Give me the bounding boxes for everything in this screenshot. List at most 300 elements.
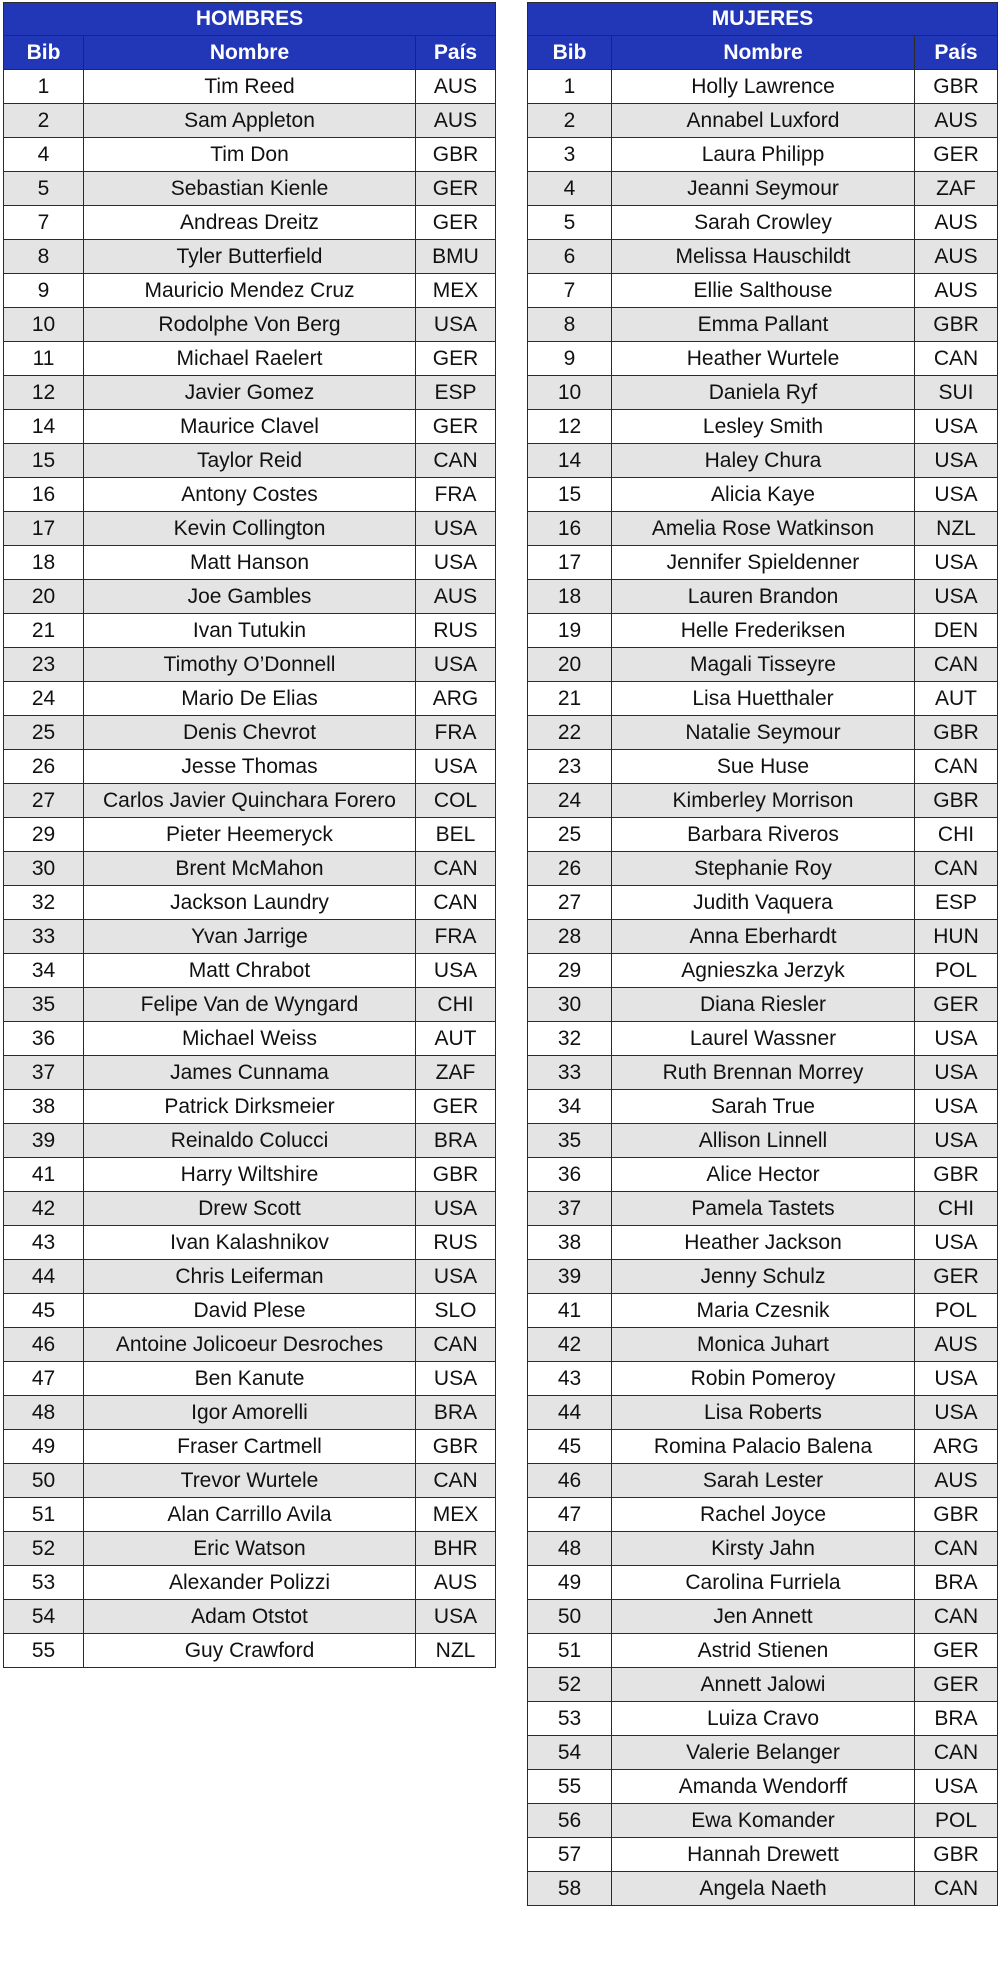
name-cell: Reinaldo Colucci xyxy=(84,1124,416,1158)
bib-cell: 35 xyxy=(4,988,84,1022)
country-cell: USA xyxy=(915,1362,998,1396)
bib-cell: 21 xyxy=(528,682,612,716)
country-cell: HUN xyxy=(915,920,998,954)
table-row xyxy=(528,1872,998,1906)
name-cell: Stephanie Roy xyxy=(612,852,915,886)
bib-cell: 49 xyxy=(4,1430,84,1464)
table-row xyxy=(528,1668,998,1702)
table-row xyxy=(4,852,496,886)
country-cell: GER xyxy=(915,1260,998,1294)
country-cell: GBR xyxy=(915,1158,998,1192)
table-row xyxy=(4,954,496,988)
bib-cell: 44 xyxy=(4,1260,84,1294)
country-cell: AUS xyxy=(416,580,496,614)
country-cell: BEL xyxy=(416,818,496,852)
name-cell: Mauricio Mendez Cruz xyxy=(84,274,416,308)
table-row xyxy=(528,1090,998,1124)
country-cell: AUS xyxy=(915,240,998,274)
table-row xyxy=(528,444,998,478)
name-cell: Sarah Lester xyxy=(612,1464,915,1498)
country-cell: GBR xyxy=(416,1158,496,1192)
bib-cell: 41 xyxy=(4,1158,84,1192)
name-cell: Michael Raelert xyxy=(84,342,416,376)
bib-cell: 23 xyxy=(528,750,612,784)
bib-cell: 36 xyxy=(528,1158,612,1192)
country-cell: USA xyxy=(416,1192,496,1226)
country-cell: USA xyxy=(915,1056,998,1090)
bib-cell: 46 xyxy=(4,1328,84,1362)
name-cell: Holly Lawrence xyxy=(612,70,915,104)
table-row xyxy=(528,1804,998,1838)
table-row xyxy=(4,478,496,512)
name-cell: Astrid Stienen xyxy=(612,1634,915,1668)
name-cell: Sebastian Kienle xyxy=(84,172,416,206)
name-cell: Angela Naeth xyxy=(612,1872,915,1906)
bib-cell: 56 xyxy=(528,1804,612,1838)
bib-cell: 9 xyxy=(528,342,612,376)
men-table-body xyxy=(4,70,496,1668)
name-cell: Annett Jalowi xyxy=(612,1668,915,1702)
table-row xyxy=(528,1430,998,1464)
bib-cell: 38 xyxy=(528,1226,612,1260)
country-cell: MEX xyxy=(416,1498,496,1532)
table-row xyxy=(528,410,998,444)
bib-cell: 38 xyxy=(4,1090,84,1124)
table-row xyxy=(4,1464,496,1498)
women-table xyxy=(527,2,998,1906)
country-cell: SUI xyxy=(915,376,998,410)
bib-cell: 51 xyxy=(528,1634,612,1668)
country-cell: POL xyxy=(915,1804,998,1838)
name-cell: Yvan Jarrige xyxy=(84,920,416,954)
name-cell: Pieter Heemeryck xyxy=(84,818,416,852)
country-cell: SLO xyxy=(416,1294,496,1328)
table-row xyxy=(528,580,998,614)
table-row xyxy=(4,1056,496,1090)
bib-cell: 47 xyxy=(4,1362,84,1396)
table-row xyxy=(528,1056,998,1090)
country-cell: CAN xyxy=(915,852,998,886)
table-row xyxy=(528,614,998,648)
bib-cell: 45 xyxy=(528,1430,612,1464)
country-cell: GER xyxy=(416,410,496,444)
name-cell: Carolina Furriela xyxy=(612,1566,915,1600)
name-cell: Sam Appleton xyxy=(84,104,416,138)
bib-cell: 53 xyxy=(528,1702,612,1736)
table-row xyxy=(528,1702,998,1736)
bib-cell: 8 xyxy=(528,308,612,342)
table-row xyxy=(528,1294,998,1328)
name-cell: Lisa Roberts xyxy=(612,1396,915,1430)
name-cell: Igor Amorelli xyxy=(84,1396,416,1430)
bib-cell: 14 xyxy=(4,410,84,444)
name-cell: Valerie Belanger xyxy=(612,1736,915,1770)
table-row xyxy=(528,172,998,206)
country-cell: BRA xyxy=(915,1702,998,1736)
table-row xyxy=(4,1022,496,1056)
bib-cell: 26 xyxy=(4,750,84,784)
table-row xyxy=(528,512,998,546)
bib-cell: 25 xyxy=(528,818,612,852)
bib-cell: 55 xyxy=(528,1770,612,1804)
bib-cell: 52 xyxy=(528,1668,612,1702)
name-cell: Timothy O’Donnell xyxy=(84,648,416,682)
name-cell: Mario De Elias xyxy=(84,682,416,716)
bib-cell: 36 xyxy=(4,1022,84,1056)
country-cell: USA xyxy=(915,1090,998,1124)
country-cell: ZAF xyxy=(915,172,998,206)
table-row xyxy=(4,1328,496,1362)
country-cell: MEX xyxy=(416,274,496,308)
table-row xyxy=(528,648,998,682)
name-cell: Rodolphe Von Berg xyxy=(84,308,416,342)
table-row xyxy=(4,138,496,172)
country-cell: POL xyxy=(915,954,998,988)
table-row xyxy=(528,886,998,920)
table-row xyxy=(4,376,496,410)
table-row xyxy=(4,920,496,954)
country-cell: USA xyxy=(915,1022,998,1056)
table-row xyxy=(528,988,998,1022)
name-cell: Amelia Rose Watkinson xyxy=(612,512,915,546)
table-row xyxy=(4,886,496,920)
name-cell: Heather Wurtele xyxy=(612,342,915,376)
name-cell: Agnieszka Jerzyk xyxy=(612,954,915,988)
name-cell: David Plese xyxy=(84,1294,416,1328)
name-cell: Ellie Salthouse xyxy=(612,274,915,308)
name-cell: Kimberley Morrison xyxy=(612,784,915,818)
bib-cell: 17 xyxy=(528,546,612,580)
name-cell: Denis Chevrot xyxy=(84,716,416,750)
bib-cell: 19 xyxy=(528,614,612,648)
country-cell: AUS xyxy=(915,274,998,308)
name-cell: Anna Eberhardt xyxy=(612,920,915,954)
country-cell: CAN xyxy=(416,886,496,920)
table-row xyxy=(528,546,998,580)
country-cell: USA xyxy=(416,546,496,580)
bib-cell: 27 xyxy=(4,784,84,818)
name-cell: Melissa Hauschildt xyxy=(612,240,915,274)
name-cell: Kirsty Jahn xyxy=(612,1532,915,1566)
name-cell: Carlos Javier Quinchara Forero xyxy=(84,784,416,818)
bib-cell: 12 xyxy=(4,376,84,410)
table-row xyxy=(528,342,998,376)
bib-cell: 1 xyxy=(528,70,612,104)
table-row xyxy=(528,818,998,852)
women-table-body xyxy=(528,70,998,1906)
bib-cell: 49 xyxy=(528,1566,612,1600)
country-cell: GER xyxy=(416,342,496,376)
name-cell: Judith Vaquera xyxy=(612,886,915,920)
country-cell: GBR xyxy=(915,308,998,342)
table-row xyxy=(4,1600,496,1634)
name-cell: Diana Riesler xyxy=(612,988,915,1022)
men-table xyxy=(3,2,496,1668)
country-cell: BHR xyxy=(416,1532,496,1566)
table-row xyxy=(4,1498,496,1532)
bib-cell: 17 xyxy=(4,512,84,546)
table-row xyxy=(4,274,496,308)
country-cell: CHI xyxy=(915,1192,998,1226)
country-cell: BRA xyxy=(416,1124,496,1158)
name-cell: Ivan Tutukin xyxy=(84,614,416,648)
bib-cell: 11 xyxy=(4,342,84,376)
country-cell: GER xyxy=(915,1634,998,1668)
bib-cell: 29 xyxy=(4,818,84,852)
country-cell: USA xyxy=(915,1124,998,1158)
name-cell: Laurel Wassner xyxy=(612,1022,915,1056)
bib-cell: 53 xyxy=(4,1566,84,1600)
country-cell: BRA xyxy=(416,1396,496,1430)
country-cell: NZL xyxy=(915,512,998,546)
name-cell: Daniela Ryf xyxy=(612,376,915,410)
bib-cell: 5 xyxy=(4,172,84,206)
name-cell: Drew Scott xyxy=(84,1192,416,1226)
bib-cell: 21 xyxy=(4,614,84,648)
table-row xyxy=(528,1022,998,1056)
column-header-bib: Bib xyxy=(528,36,612,70)
bib-cell: 54 xyxy=(4,1600,84,1634)
name-cell: Alexander Polizzi xyxy=(84,1566,416,1600)
name-cell: Antony Costes xyxy=(84,478,416,512)
table-row xyxy=(528,206,998,240)
bib-cell: 33 xyxy=(528,1056,612,1090)
table-row xyxy=(4,1566,496,1600)
name-cell: Ben Kanute xyxy=(84,1362,416,1396)
table-row xyxy=(4,1260,496,1294)
men-title-row xyxy=(4,3,496,36)
name-cell: Ewa Komander xyxy=(612,1804,915,1838)
table-row xyxy=(528,70,998,104)
name-cell: Tim Don xyxy=(84,138,416,172)
table-row xyxy=(4,546,496,580)
bib-cell: 28 xyxy=(528,920,612,954)
bib-cell: 12 xyxy=(528,410,612,444)
bib-cell: 25 xyxy=(4,716,84,750)
bib-cell: 16 xyxy=(4,478,84,512)
name-cell: Andreas Dreitz xyxy=(84,206,416,240)
bib-cell: 4 xyxy=(528,172,612,206)
bib-cell: 50 xyxy=(4,1464,84,1498)
bib-cell: 7 xyxy=(4,206,84,240)
country-cell: USA xyxy=(416,648,496,682)
name-cell: Trevor Wurtele xyxy=(84,1464,416,1498)
bib-cell: 20 xyxy=(4,580,84,614)
bib-cell: 35 xyxy=(528,1124,612,1158)
bib-cell: 34 xyxy=(528,1090,612,1124)
women-table-title: MUJERES xyxy=(528,3,998,36)
table-row xyxy=(4,648,496,682)
country-cell: CAN xyxy=(915,750,998,784)
country-cell: AUS xyxy=(915,206,998,240)
country-cell: ZAF xyxy=(416,1056,496,1090)
country-cell: ARG xyxy=(915,1430,998,1464)
name-cell: James Cunnama xyxy=(84,1056,416,1090)
country-cell: FRA xyxy=(416,920,496,954)
country-cell: GER xyxy=(416,172,496,206)
table-row xyxy=(4,206,496,240)
country-cell: USA xyxy=(915,580,998,614)
table-row xyxy=(4,410,496,444)
name-cell: Antoine Jolicoeur Desroches xyxy=(84,1328,416,1362)
bib-cell: 3 xyxy=(528,138,612,172)
country-cell: CHI xyxy=(915,818,998,852)
name-cell: Jesse Thomas xyxy=(84,750,416,784)
bib-cell: 30 xyxy=(4,852,84,886)
name-cell: Sue Huse xyxy=(612,750,915,784)
country-cell: GER xyxy=(915,1668,998,1702)
country-cell: USA xyxy=(915,546,998,580)
table-row xyxy=(4,750,496,784)
name-cell: Eric Watson xyxy=(84,1532,416,1566)
name-cell: Michael Weiss xyxy=(84,1022,416,1056)
name-cell: Amanda Wendorff xyxy=(612,1770,915,1804)
bib-cell: 42 xyxy=(528,1328,612,1362)
name-cell: Robin Pomeroy xyxy=(612,1362,915,1396)
country-cell: RUS xyxy=(416,614,496,648)
bib-cell: 15 xyxy=(4,444,84,478)
table-row xyxy=(4,104,496,138)
bib-cell: 41 xyxy=(528,1294,612,1328)
bib-cell: 22 xyxy=(528,716,612,750)
name-cell: Matt Hanson xyxy=(84,546,416,580)
table-row xyxy=(4,342,496,376)
table-row xyxy=(528,1736,998,1770)
bib-cell: 26 xyxy=(528,852,612,886)
table-row xyxy=(528,1328,998,1362)
name-cell: Luiza Cravo xyxy=(612,1702,915,1736)
country-cell: GER xyxy=(416,1090,496,1124)
country-cell: GER xyxy=(915,988,998,1022)
men-header-row xyxy=(4,36,496,70)
name-cell: Laura Philipp xyxy=(612,138,915,172)
name-cell: Tim Reed xyxy=(84,70,416,104)
country-cell: BMU xyxy=(416,240,496,274)
country-cell: CAN xyxy=(915,648,998,682)
name-cell: Hannah Drewett xyxy=(612,1838,915,1872)
country-cell: CAN xyxy=(416,852,496,886)
bib-cell: 23 xyxy=(4,648,84,682)
name-cell: Maurice Clavel xyxy=(84,410,416,444)
table-row xyxy=(4,308,496,342)
country-cell: GBR xyxy=(915,1838,998,1872)
table-row xyxy=(4,1090,496,1124)
country-cell: CAN xyxy=(915,1532,998,1566)
table-row xyxy=(528,682,998,716)
table-row xyxy=(528,104,998,138)
name-cell: Allison Linnell xyxy=(612,1124,915,1158)
country-cell: AUS xyxy=(416,70,496,104)
table-row xyxy=(528,376,998,410)
bib-cell: 18 xyxy=(528,580,612,614)
bib-cell: 24 xyxy=(528,784,612,818)
country-cell: FRA xyxy=(416,478,496,512)
bib-cell: 39 xyxy=(528,1260,612,1294)
name-cell: Matt Chrabot xyxy=(84,954,416,988)
country-cell: USA xyxy=(416,512,496,546)
name-cell: Jennifer Spieldenner xyxy=(612,546,915,580)
name-cell: Pamela Tastets xyxy=(612,1192,915,1226)
table-row xyxy=(4,1362,496,1396)
country-cell: CAN xyxy=(416,1328,496,1362)
column-header-country: País xyxy=(416,36,496,70)
country-cell: CAN xyxy=(416,444,496,478)
table-row xyxy=(528,138,998,172)
name-cell: Magali Tisseyre xyxy=(612,648,915,682)
table-row xyxy=(4,1226,496,1260)
table-row xyxy=(4,1294,496,1328)
table-row xyxy=(4,240,496,274)
name-cell: Adam Otstot xyxy=(84,1600,416,1634)
country-cell: USA xyxy=(915,1770,998,1804)
table-row xyxy=(528,1260,998,1294)
table-row xyxy=(528,1600,998,1634)
bib-cell: 37 xyxy=(528,1192,612,1226)
bib-cell: 51 xyxy=(4,1498,84,1532)
table-row xyxy=(4,784,496,818)
name-cell: Sarah True xyxy=(612,1090,915,1124)
country-cell: AUS xyxy=(915,1464,998,1498)
table-row xyxy=(528,1464,998,1498)
country-cell: USA xyxy=(416,1600,496,1634)
name-cell: Maria Czesnik xyxy=(612,1294,915,1328)
name-cell: Ivan Kalashnikov xyxy=(84,1226,416,1260)
bib-cell: 4 xyxy=(4,138,84,172)
bib-cell: 43 xyxy=(4,1226,84,1260)
bib-cell: 10 xyxy=(4,308,84,342)
country-cell: USA xyxy=(915,478,998,512)
bib-cell: 48 xyxy=(528,1532,612,1566)
name-cell: Sarah Crowley xyxy=(612,206,915,240)
table-row xyxy=(4,1532,496,1566)
country-cell: AUS xyxy=(416,1566,496,1600)
country-cell: AUT xyxy=(915,682,998,716)
country-cell: FRA xyxy=(416,716,496,750)
table-row xyxy=(528,852,998,886)
bib-cell: 57 xyxy=(528,1838,612,1872)
table-row xyxy=(4,580,496,614)
table-row xyxy=(4,172,496,206)
country-cell: GBR xyxy=(915,716,998,750)
name-cell: Heather Jackson xyxy=(612,1226,915,1260)
name-cell: Joe Gambles xyxy=(84,580,416,614)
country-cell: ESP xyxy=(416,376,496,410)
country-cell: USA xyxy=(915,444,998,478)
bib-cell: 54 xyxy=(528,1736,612,1770)
table-row xyxy=(4,1430,496,1464)
name-cell: Guy Crawford xyxy=(84,1634,416,1668)
name-cell: Brent McMahon xyxy=(84,852,416,886)
table-row xyxy=(4,1158,496,1192)
country-cell: USA xyxy=(416,308,496,342)
table-row xyxy=(4,682,496,716)
bib-cell: 48 xyxy=(4,1396,84,1430)
bib-cell: 2 xyxy=(4,104,84,138)
table-row xyxy=(4,988,496,1022)
name-cell: Alan Carrillo Avila xyxy=(84,1498,416,1532)
name-cell: Kevin Collington xyxy=(84,512,416,546)
table-row xyxy=(528,920,998,954)
table-row xyxy=(4,444,496,478)
name-cell: Chris Leiferman xyxy=(84,1260,416,1294)
table-row xyxy=(528,1566,998,1600)
country-cell: USA xyxy=(416,1260,496,1294)
table-row xyxy=(528,308,998,342)
bib-cell: 24 xyxy=(4,682,84,716)
bib-cell: 16 xyxy=(528,512,612,546)
table-row xyxy=(528,784,998,818)
name-cell: Fraser Cartmell xyxy=(84,1430,416,1464)
